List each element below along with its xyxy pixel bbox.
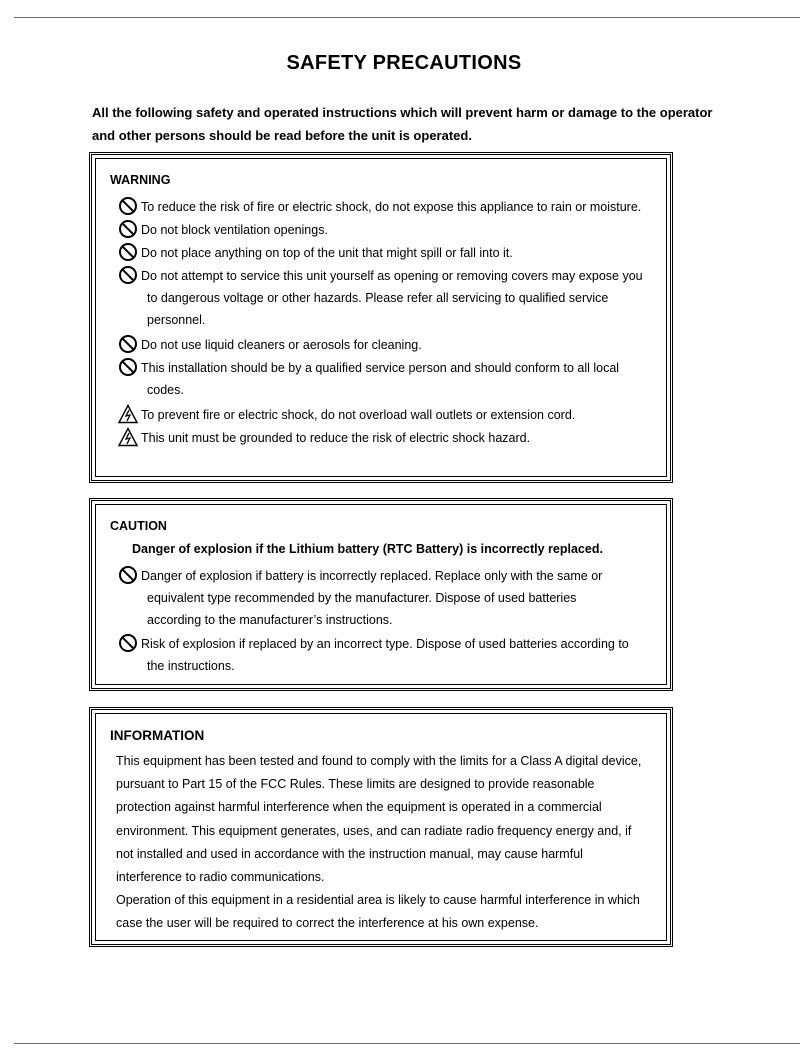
prohibition-icon — [118, 334, 138, 354]
warning-item-text: codes. — [147, 383, 184, 397]
prohibition-icon — [118, 196, 138, 216]
caution-item-text: the instructions. — [147, 659, 235, 673]
warning-item — [118, 427, 530, 449]
prohibition-icon — [118, 357, 138, 377]
caution-item-text: according to the manufacturer’s instructions. — [147, 613, 393, 627]
warning-item — [118, 265, 643, 331]
top-rule — [14, 17, 800, 18]
prohibition-icon — [118, 633, 138, 653]
information-line: This equipment has been tested and found to comply with the limits for a Class A digital device, — [116, 754, 642, 768]
warning-item-text: to dangerous voltage or other hazards. Please refer all servicing to qualified service — [147, 291, 609, 305]
information-line: not installed and used in accordance with the instruction manual, may cause harmful — [116, 846, 583, 861]
prohibition-icon — [118, 242, 138, 262]
information-line: case the user will be required to correct the interference at his own expense. — [116, 916, 539, 931]
intro-line: and other persons should be read before the unit is operated. — [92, 128, 472, 143]
page-title: SAFETY PRECAUTIONS — [286, 52, 522, 74]
warning-item — [118, 404, 575, 426]
information-box — [89, 707, 673, 947]
caution-item — [118, 565, 602, 631]
caution-box — [89, 498, 673, 691]
caution-item-text: Danger of explosion if battery is incorrectly replaced. Replace only with the same or — [141, 569, 603, 583]
warning-item-text: Do not block ventilation openings. — [141, 223, 328, 237]
warning-item-text: This unit must be grounded to reduce the risk of electric shock hazard. — [141, 431, 531, 445]
information-heading: INFORMATION — [110, 728, 205, 743]
information-line: Operation of this equipment in a residential area is likely to cause harmful interference in which — [116, 893, 640, 908]
information-line: interference to radio communications. — [116, 870, 325, 885]
warning-item-text: This installation should be by a qualified service person and should conform to all local — [141, 361, 620, 375]
warning-item-text: personnel. — [147, 313, 206, 327]
warning-heading: WARNING — [110, 173, 171, 187]
caution-heading: CAUTION — [110, 519, 167, 533]
electric-hazard-icon — [118, 404, 138, 424]
warning-item — [118, 334, 422, 356]
warning-item-text: Do not place anything on top of the unit that might spill or fall into it. — [141, 246, 513, 260]
intro-paragraph — [92, 101, 772, 147]
intro-line: All the following safety and operated instructions which will prevent harm or damage to the operator — [92, 105, 713, 120]
warning-item-text: Do not attempt to service this unit yourself as opening or removing covers may expose you — [141, 269, 643, 283]
warning-box — [89, 152, 673, 483]
warning-item-text: Do not use liquid cleaners or aerosols for cleaning. — [141, 338, 422, 352]
bottom-rule — [14, 1043, 800, 1044]
caution-item-text: Risk of explosion if replaced by an incorrect type. Dispose of used batteries according to — [141, 637, 629, 651]
caution-item — [118, 633, 629, 677]
warning-item — [118, 219, 328, 241]
warning-item-text: To prevent fire or electric shock, do not overload wall outlets or extension cord. — [141, 408, 576, 422]
caution-subheading: Danger of explosion if the Lithium battery (RTC Battery) is incorrectly replaced. — [132, 542, 603, 556]
electric-hazard-icon — [118, 427, 138, 447]
information-line: pursuant to Part 15 of the FCC Rules. These limits are designed to provide reasonable — [116, 777, 595, 792]
warning-item-text: To reduce the risk of fire or electric shock, do not expose this appliance to rain or moisture. — [141, 200, 642, 214]
information-text — [116, 750, 676, 936]
caution-item-text: equivalent type recommended by the manufacturer. Dispose of used batteries — [147, 591, 577, 605]
prohibition-icon — [118, 219, 138, 239]
prohibition-icon — [118, 265, 138, 285]
information-line: protection against harmful interference when the equipment is operated in a commercial — [116, 800, 602, 815]
information-line: environment. This equipment generates, uses, and can radiate radio frequency energy and, if — [116, 823, 632, 838]
warning-item — [118, 242, 513, 264]
warning-item — [118, 196, 641, 218]
warning-item — [118, 357, 619, 401]
prohibition-icon — [118, 565, 138, 585]
